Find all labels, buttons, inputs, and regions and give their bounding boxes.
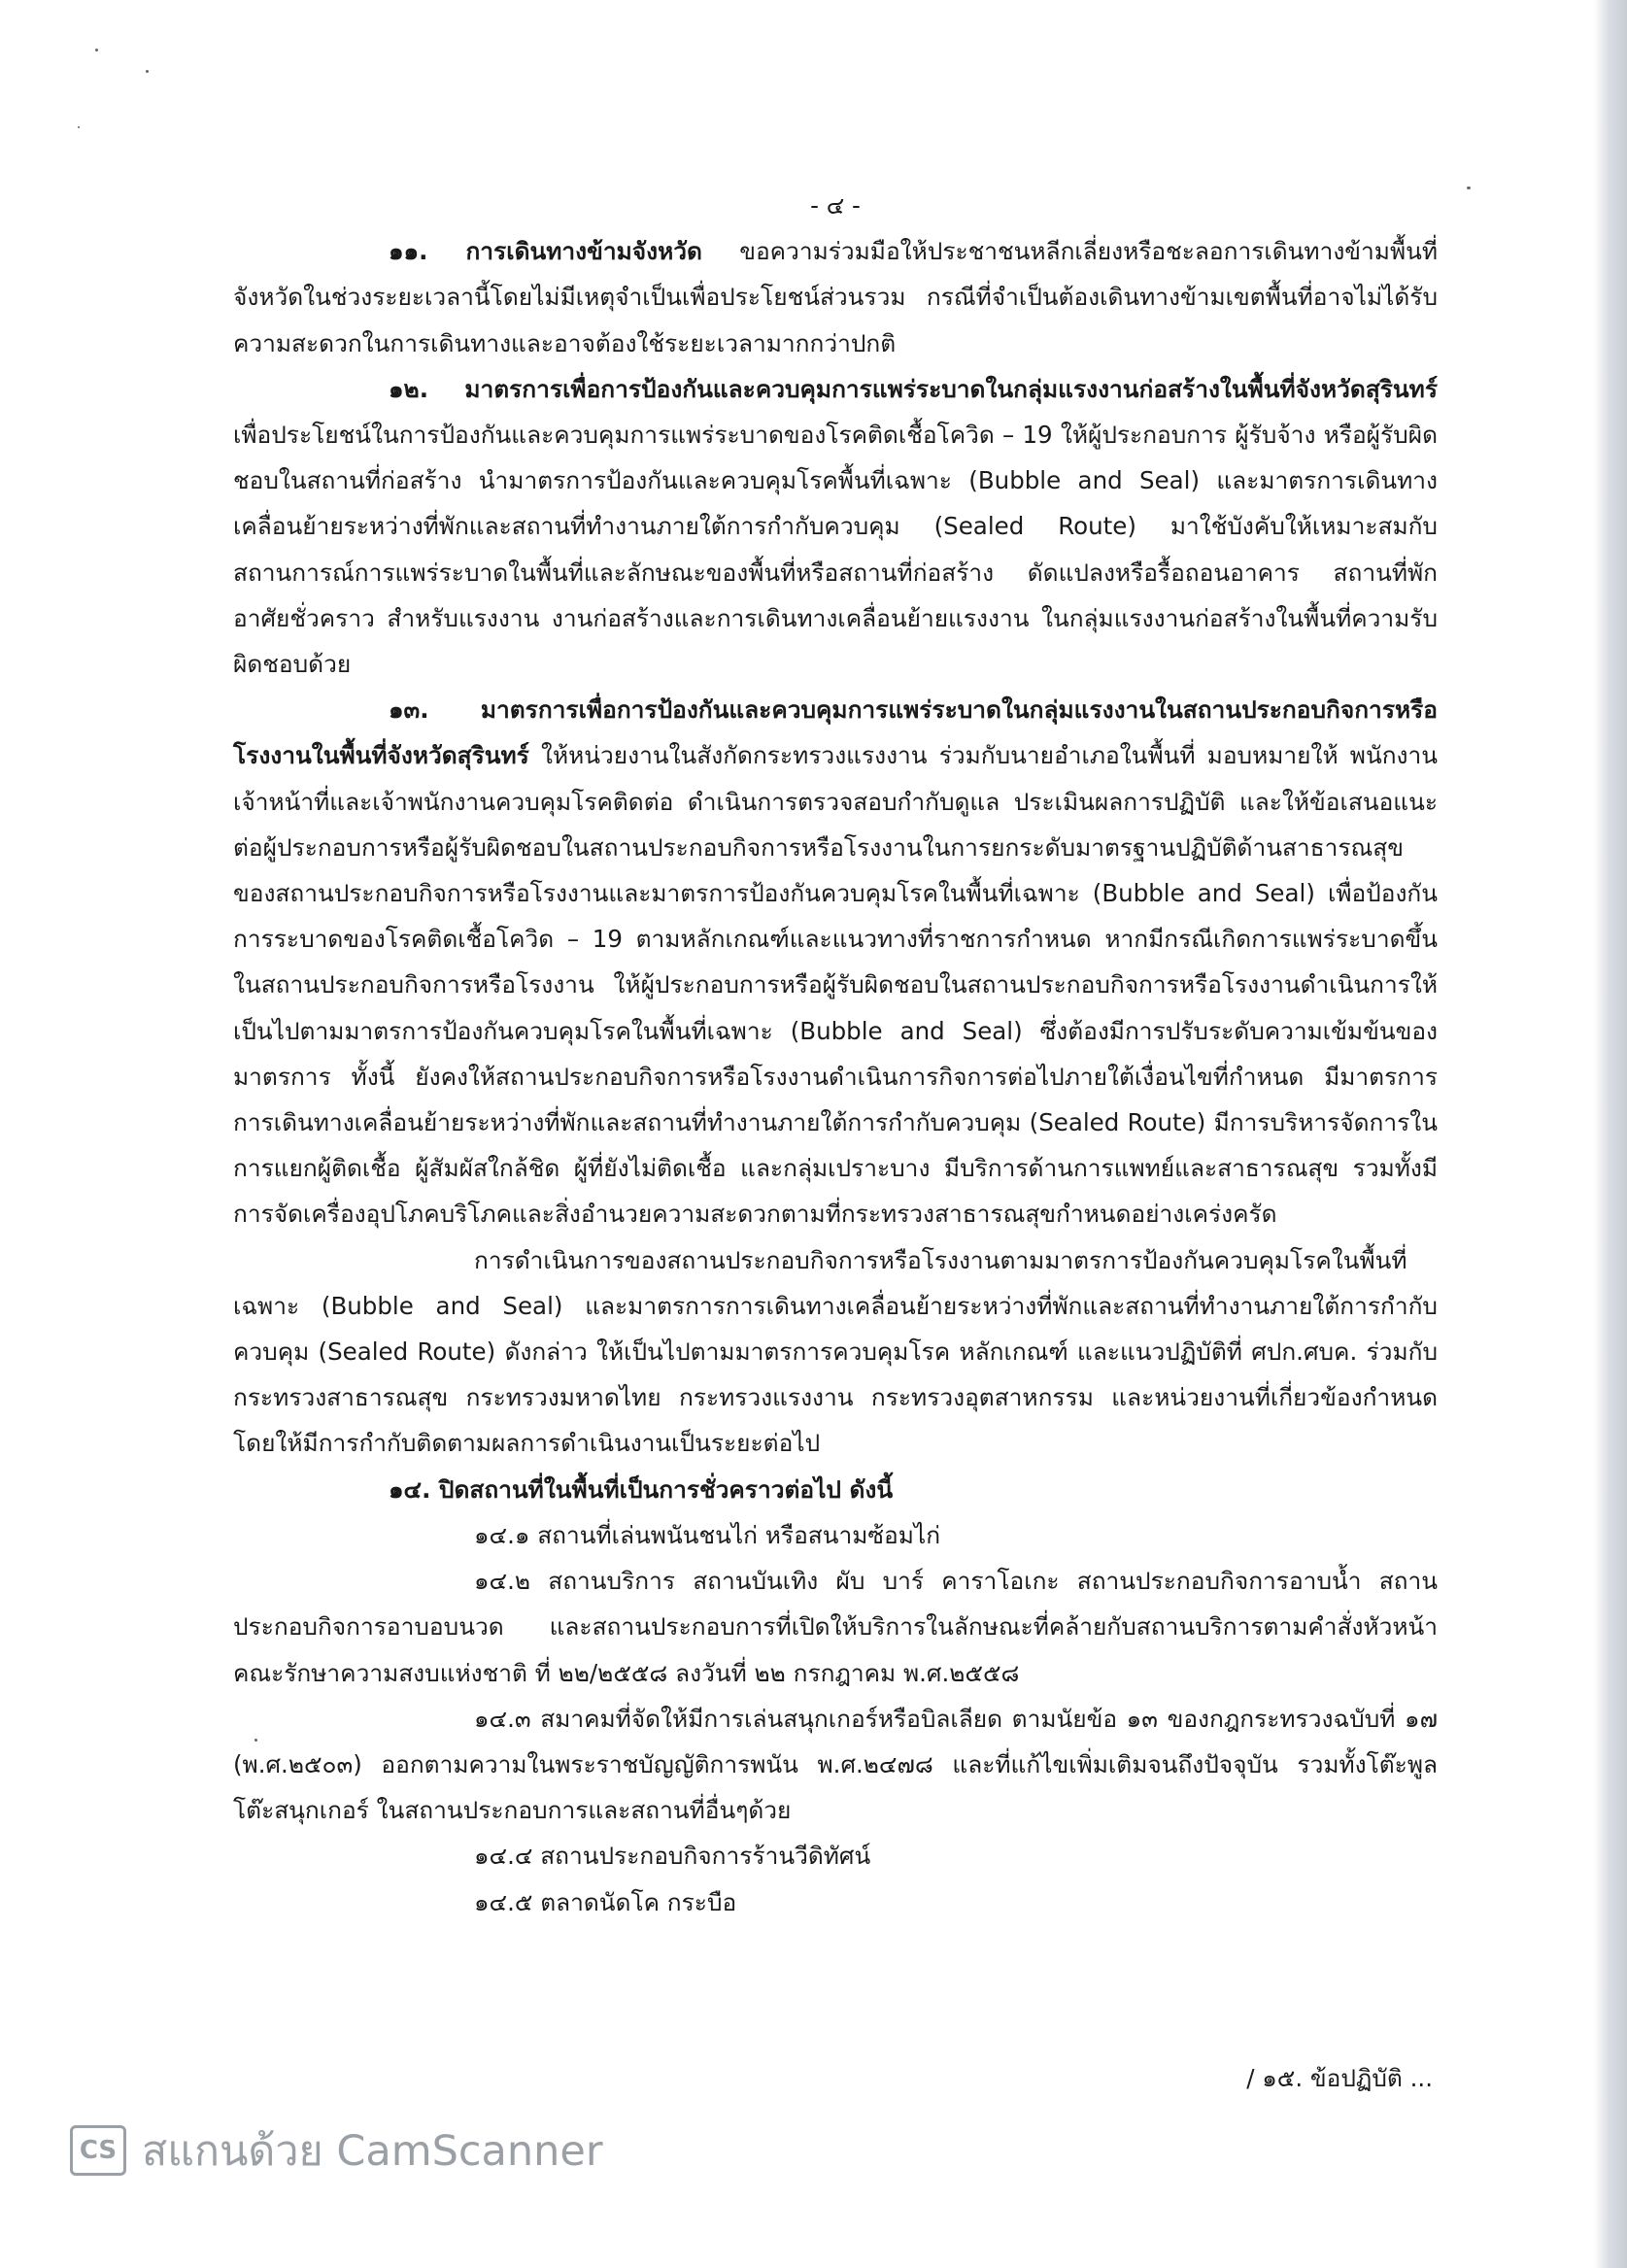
section-14-item: ๑๔.๑ สถานที่เล่นพนันชนไก่ หรือสนามซ้อมไก่: [474, 1520, 941, 1549]
section-14-heading: [233, 1467, 1438, 1512]
page-number: - ๔ -: [810, 191, 861, 220]
section-14-item: ๑๔.๔ สถานประกอบกิจการร้านวีดิทัศน์: [474, 1842, 871, 1871]
scan-speck: [146, 70, 149, 73]
section-12-heading: ๑๒. มาตรการเพื่อการป้องกันและควบคุมการแพร่ระบาดในกลุ่มแรงงานก่อสร้างในพื้นที่จังหวัดสุรินทร์: [389, 374, 1438, 403]
camscanner-watermark-text: สแกนด้วย CamScanner: [142, 2127, 603, 2176]
section-13-paragraph: [233, 687, 1438, 1236]
scan-speck: [78, 126, 80, 128]
section-14-heading-text: ๑๔. ปิดสถานที่ในพื้นที่เป็นการชั่วคราวต่อไป ดังนี้: [389, 1474, 894, 1504]
section-11-heading: ๑๑. การเดินทางข้ามจังหวัด: [389, 237, 702, 266]
continuation-marker: / ๑๕. ข้อปฏิบัติ ...: [1246, 2064, 1433, 2092]
camscanner-logo-icon: CS: [70, 2125, 126, 2176]
section-14-item: ๑๔.๒ สถานบริการ สถานบันเทิง ผับ บาร์ คาราโอเกะ สถานประกอบกิจการอาบน้ำ สถานประกอบกิจการอาบอบนวด และสถานประกอบการที่เปิดให้บริการในลักษณะที่คล้ายกับสถานบริการตามคำสั่งหัวหน้าคณะรักษาความสงบแห่งชาติ ที่ ๒๒/๒๕๕๘ ลงวันที่ ๒๒ กรกฎาคม พ.ศ.๒๕๕๘: [233, 1567, 1438, 1687]
section-13-heading: ๑๓. มาตรการเพื่อการป้องกันและควบคุมการแพร่ระบาดในกลุ่มแรงงานในสถานประกอบกิจการหรือโรงงานในพื้นที่จังหวัดสุรินทร์: [233, 695, 1438, 770]
section-12-paragraph: [233, 366, 1438, 687]
document-page: [233, 183, 1438, 1925]
section-13-paragraph-2: การดำเนินการของสถานประกอบกิจการหรือโรงงานตามมาตรการป้องกันควบคุมโรคในพื้นที่เฉพาะ (Bubble and Seal) และมาตรการการเดินทางเคลื่อนย้ายระหว่างที่พักและสถานที่ทำงานภายใต้การกำกับควบคุม (Sealed Route) ดังกล่าว ให้เป็นไปตามมาตรการควบคุมโรค หลักเกณฑ์ และแนวปฏิบัติที่ ศปก.ศบค. ร่วมกับกระทรวงสาธารณสุข กระทรวงมหาดไทย กระทรวงแรงงาน กระทรวงอุตสาหกรรม และหน่วยงานที่เกี่ยวข้องกำหนด โดยให้มีการกำกับติดตามผลการดำเนินงานเป็นระยะต่อไป: [233, 1245, 1438, 1458]
scan-speck: [1467, 186, 1471, 189]
section-14-item: ๑๔.๓ สมาคมที่จัดให้มีการเล่นสนุกเกอร์หรือบิลเลียด ตามนัยข้อ ๑๓ ของกฎกระทรวงฉบับที่ ๑๗ (พ.ศ.๒๕๐๓) ออกตามความในพระราชบัญญัติการพนัน พ.ศ.๒๔๗๘ และที่แก้ไขเพิ่มเติมจนถึงปัจจุบัน รวมทั้งโต๊ะพูล โต๊ะสนุกเกอร์ ในสถานประกอบการและสถานที่อื่นๆด้วย: [233, 1704, 1438, 1825]
scan-speck: [95, 49, 98, 51]
section-11-paragraph: [233, 228, 1438, 366]
section-13-text: ให้หน่วยงานในสังกัดกระทรวงแรงงาน ร่วมกับนายอำเภอในพื้นที่ มอบหมายให้ พนักงานเจ้าหน้าที่และเจ้าพนักงานควบคุมโรคติดต่อ ดำเนินการตรวจสอบกำกับดูแล ประเมินผลการปฏิบัติ และให้ข้อเสนอแนะต่อผู้ประกอบการหรือผู้รับผิดชอบในสถานประกอบกิจการหรือโรงงานในการยกระดับมาตรฐานปฏิบัติด้านสาธารณสุขของสถานประกอบกิจการหรือโรงงานและมาตรการป้องกันควบคุมโรคในพื้นที่เฉพาะ (Bubble and Seal) เพื่อป้องกันการระบาดของโรคติดเชื้อโควิด – 19 ตามหลักเกณฑ์และแนวทางที่ราชการกำหนด หากมีกรณีเกิดการแพร่ระบาดขึ้นในสถานประกอบกิจการหรือโรงงาน ให้ผู้ประกอบการหรือผู้รับผิดชอบในสถานประกอบกิจการหรือโรงงานดำเนินการให้เป็นไปตามมาตรการป้องกันควบคุมโรคในพื้นที่เฉพาะ (Bubble and Seal) ซึ่งต้องมีการปรับระดับความเข้มข้นของมาตรการ ทั้งนี้ ยังคงให้สถานประกอบกิจการหรือโรงงานดำเนินการกิจการต่อไปภายใต้เงื่อนไขที่กำหนด มีมาตรการการเดินทางเคลื่อนย้ายระหว่างที่พักและสถานที่ทำงานภายใต้การกำกับควบคุม (Sealed Route) มีการบริหารจัดการในการแยกผู้ติดเชื้อ ผู้สัมผัสใกล้ชิด ผู้ที่ยังไม่ติดเชื้อ และกลุ่มเปราะบาง มีบริการด้านการแพทย์และสาธารณสุข รวมทั้งมีการจัดเครื่องอุปโภคบริโภคและสิ่งอำนวยความสะดวกตามที่กระทรวงสาธารณสุขกำหนดอย่างเคร่งครัด: [233, 741, 1438, 1229]
scan-edge-shadow: [1594, 0, 1627, 2268]
section-12-text: เพื่อประโยชน์ในการป้องกันและควบคุมการแพร่ระบาดของโรคติดเชื้อโควิด – 19 ให้ผู้ประกอบการ ผู้รับจ้าง หรือผู้รับผิดชอบในสถานที่ก่อสร้าง นำมาตรการป้องกันและควบคุมโรคพื้นที่เฉพาะ (Bubble and Seal) และมาตรการเดินทางเคลื่อนย้ายระหว่างที่พักและสถานที่ทำงานภายใต้การกำกับควบคุม (Sealed Route) มาใช้บังคับให้เหมาะสมกับสถานการณ์การแพร่ระบาดในพื้นที่และลักษณะของพื้นที่หรือสถานที่ก่อสร้าง ดัดแปลงหรือรื้อถอนอาคาร สถานที่พักอาศัยชั่วคราว สำหรับแรงงาน งานก่อสร้างและการเดินทางเคลื่อนย้ายแรงงาน ในกลุ่มแรงงานก่อสร้างในพื้นที่ความรับผิดชอบด้วย: [233, 421, 1438, 679]
camscanner-watermark: [70, 2121, 603, 2180]
section-11-text: ขอความร่วมมือให้ประชาชนหลีกเลี่ยงหรือชะลอการเดินทางข้ามพื้นที่จังหวัดในช่วงระยะเวลานี้โดยไม่มีเหตุจำเป็นเพื่อประโยชน์ส่วนรวม กรณีที่จำเป็นต้องเดินทางข้ามเขตพื้นที่อาจไม่ได้รับความสะดวกในการเดินทางและอาจต้องใช้ระยะเวลามากกว่าปกติ: [233, 237, 1438, 357]
section-14-item: ๑๔.๕ ตลาดนัดโค กระบือ: [474, 1887, 737, 1916]
